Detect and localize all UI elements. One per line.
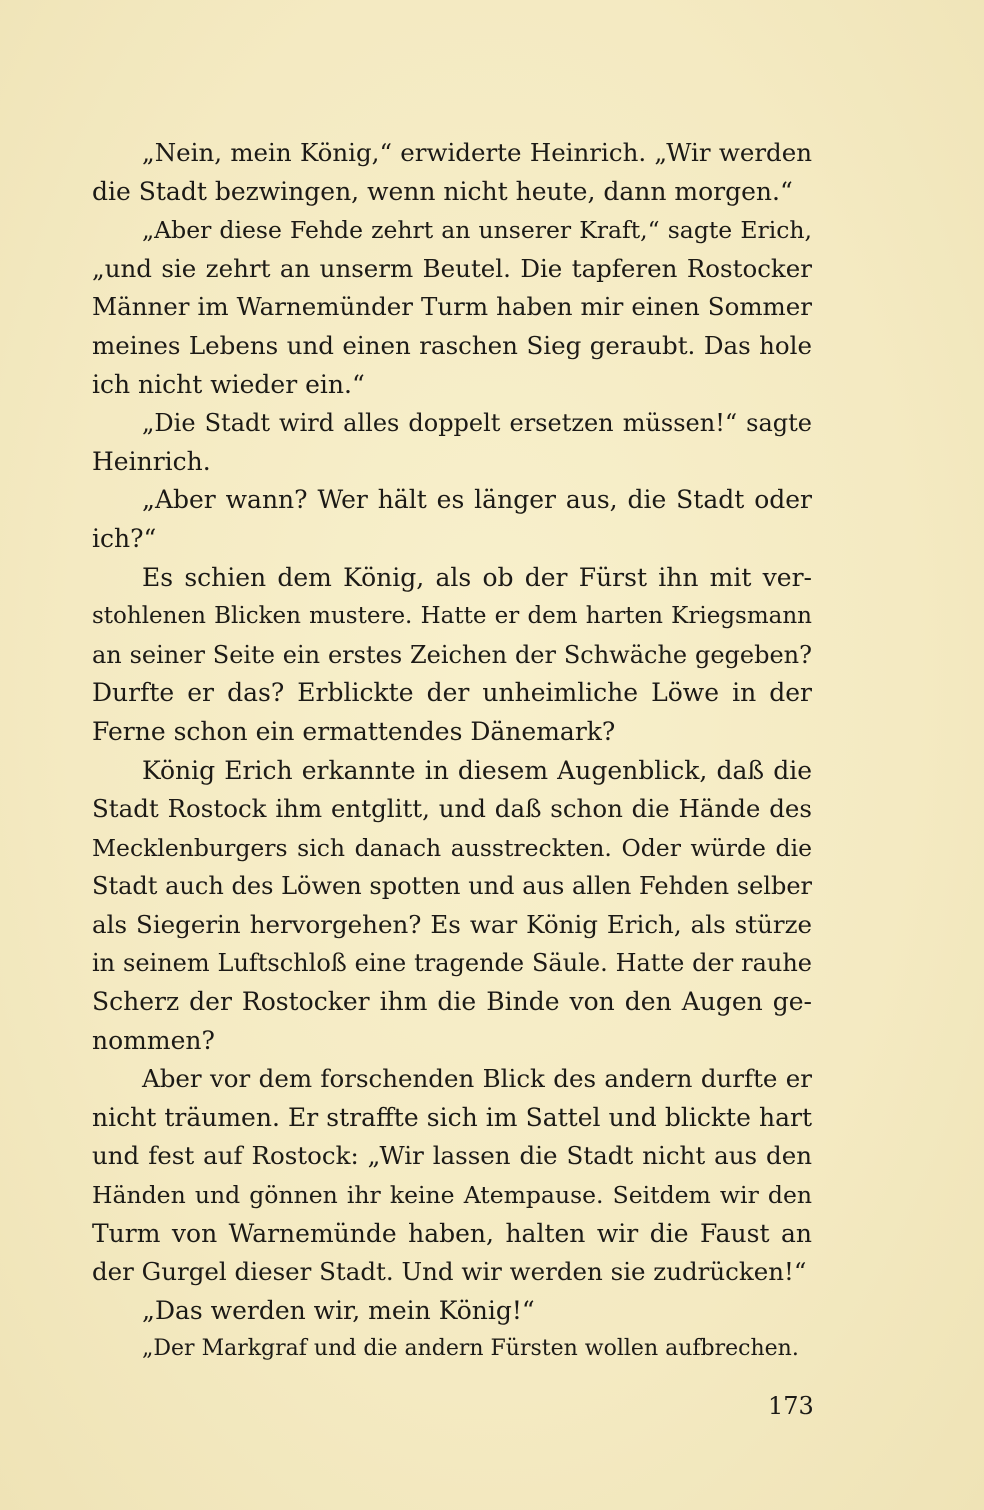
text-line: Durfte er das? Erblickte der unheimliche Löwe in der [92, 678, 812, 708]
text-line: an seiner Seite ein erstes Zeichen der Schwäche gegeben? [92, 640, 812, 669]
text-line: Ferne schon ein ermattendes Dänemark? [92, 716, 616, 746]
page-number: 173 [768, 1392, 814, 1420]
text-line: ich nicht wieder ein.“ [92, 369, 365, 399]
text-line: und fest auf Rostock: „Wir lassen die Stadt nicht aus den [92, 1141, 812, 1171]
text-line: König Erich erkannte in diesem Augenblick, daß die [142, 755, 812, 785]
text-line: stohlenen Blicken mustere. Hatte er dem harten Kriegsmann [92, 603, 812, 630]
text-line: die Stadt bezwingen, wenn nicht heute, dann morgen.“ [92, 176, 793, 206]
text-line: ich?“ [92, 523, 157, 553]
text-line: Männer im Warnemünder Turm haben mir einen Sommer [92, 292, 812, 322]
text-line: der Gurgel dieser Stadt. Und wir werden sie zudrücken!“ [92, 1257, 807, 1287]
text-line: „und sie zehrt an unserm Beutel. Die tapferen Rostocker [92, 253, 812, 283]
text-line: „Der Markgraf und die andern Fürsten wollen aufbrechen. [142, 1336, 799, 1362]
text-line: in seinem Luftschloß eine tragende Säule. Hatte der rauhe [92, 949, 812, 978]
text-line: Turm von Warnemünde haben, halten wir die Faust an [92, 1218, 812, 1248]
text-line: Stadt auch des Löwen spotten und aus allen Fehden selber [92, 872, 812, 901]
text-line: Heinrich. [92, 446, 211, 476]
text-line: als Siegerin hervorgehen? Es war König Erich, als stürze [92, 909, 812, 939]
text-line: „Das werden wir, mein König!“ [142, 1295, 535, 1325]
text-line: Mecklenburgers sich danach ausstreckten. Oder würde die [92, 833, 812, 862]
text-line: nicht träumen. Er straffte sich im Sattel und blickte hart [92, 1102, 812, 1132]
text-line: Händen und gönnen ihr keine Atempause. Seitdem wir den [92, 1181, 812, 1210]
text-line: Scherz der Rostocker ihm die Binde von den Augen ge- [92, 987, 812, 1017]
text-line: Aber vor dem forschenden Blick des andern durfte er [142, 1064, 812, 1094]
text-line: „Aber diese Fehde zehrt an unserer Kraft,“ sagte Erich, [142, 216, 812, 245]
text-line: Es schien dem König, als ob der Fürst ihn mit ver- [142, 562, 812, 592]
text-line: „Aber wann? Wer hält es länger aus, die Stadt oder [142, 485, 812, 515]
text-line: „Nein, mein König,“ erwiderte Heinrich. „Wir werden [142, 138, 812, 167]
text-line: meines Lebens und einen raschen Sieg geraubt. Das hole [92, 330, 812, 360]
body-text [92, 134, 812, 1369]
text-line: nommen? [92, 1025, 215, 1055]
text-line: Stadt Rostock ihm entglitt, und daß schon die Hände des [92, 794, 812, 824]
text-line: „Die Stadt wird alles doppelt ersetzen müssen!“ sagte [142, 409, 812, 438]
